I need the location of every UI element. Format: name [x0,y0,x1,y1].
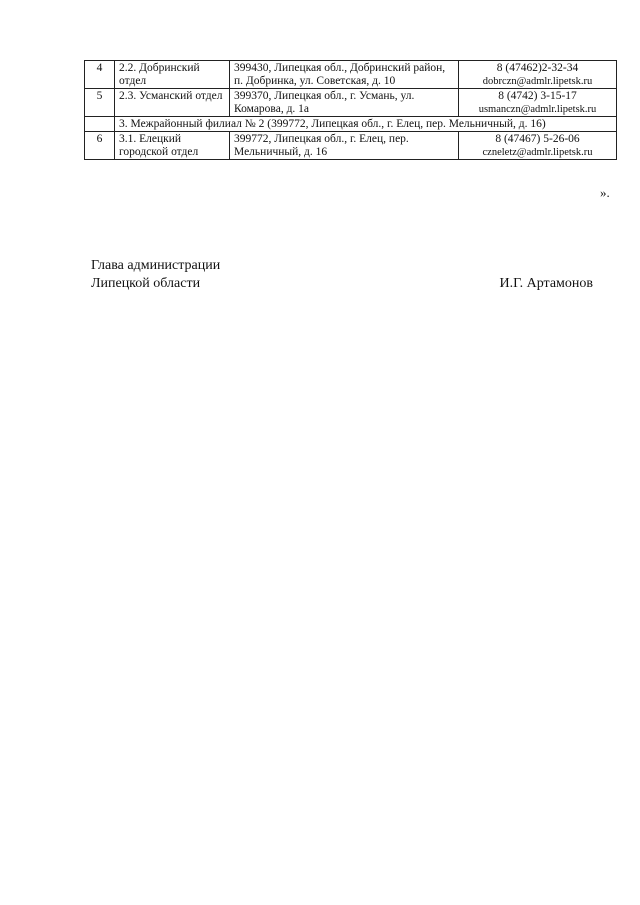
office-address: 399370, Липецкая обл., г. Усмань, ул. Комарова, д. 1а [230,89,459,117]
office-phone: 8 (47467) 5-26-06 [495,133,580,145]
row-number: 5 [85,89,115,117]
office-phone: 8 (4742) 3-15-17 [498,90,577,102]
section-header: 3. Межрайонный филиал № 2 (399772, Липецкая обл., г. Елец, пер. Мельничный, д. 16) [115,117,617,132]
row-number: 4 [85,61,115,89]
office-address: 399772, Липецкая обл., г. Елец, пер. Мельничный, д. 16 [230,132,459,160]
table-section-row [85,117,617,132]
office-contacts [459,89,617,117]
signer-name: И.Г. Артамонов [499,276,593,291]
closing-quote-mark: ». [600,185,610,200]
empty-cell [85,117,115,132]
office-name: 2.2. Добринский отдел [115,61,230,89]
office-name: 3.1. Елецкий городской отдел [115,132,230,160]
row-number: 6 [85,132,115,160]
signer-title-line2: Липецкой области [91,276,201,291]
office-contacts [459,61,617,89]
office-email: dobrczn@admlr.lipetsk.ru [482,76,593,87]
office-name: 2.3. Усманский отдел [115,89,230,117]
table-row [85,89,617,117]
signer-title-line1: Глава администрации [91,258,221,273]
table-row [85,61,617,89]
signature-block [91,257,593,293]
office-address: 399430, Липецкая обл., Добринский район, п. Добринка, ул. Советская, д. 10 [230,61,459,89]
signature-row [91,275,593,293]
table-row [85,132,617,160]
office-email: usmanczn@admlr.lipetsk.ru [478,104,597,115]
office-phone: 8 (47462)2-32-34 [496,62,579,74]
contacts-table [84,60,617,160]
office-email: czneletz@admlr.lipetsk.ru [482,147,593,158]
office-contacts [459,132,617,160]
